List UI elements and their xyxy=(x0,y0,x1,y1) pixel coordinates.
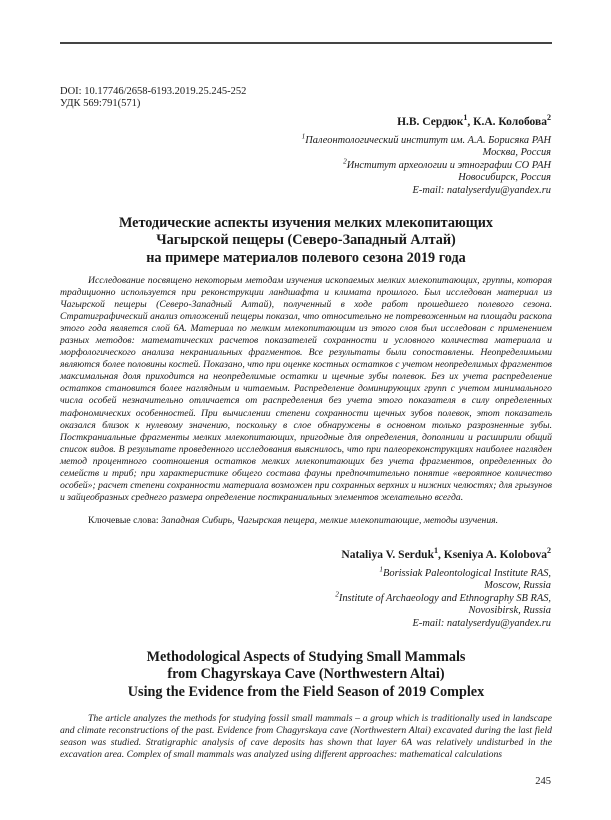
aff-2-en-line1: Institute of Archaeology and Ethnography SB RAS, xyxy=(338,592,551,604)
page-number: 245 xyxy=(535,776,551,787)
title-ru xyxy=(60,215,552,267)
keywords-ru xyxy=(88,515,552,527)
author-2-ru-sup: 2 xyxy=(546,113,551,123)
title-en-line1: Methodological Aspects of Studying Small Mammals xyxy=(146,649,466,665)
affiliations-en xyxy=(335,565,551,630)
title-ru-line1: Методические аспекты изучения мелких млекопитающих xyxy=(118,215,494,231)
email-en[interactable]: E-mail: natalyserdyu@yandex.ru xyxy=(412,617,551,629)
abstract-en: The article analyzes the methods for studying fossil small mammals – a group which is traditionally used in landscape and climate reconstructions of the past. Evidence from Chagyrskaya cave (Northwestern Altai) excavated during the last field season was studied. Stratigraphic analysis of cave deposits has shown that layer 6A was relatively undisturbed in the excavation area. Complex of small mammals was analyzed using different approaches: mathematical calculations xyxy=(60,713,552,761)
author-1-en: Nataliya V. Serduk xyxy=(341,549,434,561)
author-separator-en: , xyxy=(438,549,444,561)
title-en xyxy=(60,649,552,701)
author-1-en-sup: 1 xyxy=(433,546,439,556)
authors-ru xyxy=(397,113,551,128)
title-en-line3: Using the Evidence from the Field Season of 2019 Complex xyxy=(127,683,485,700)
affiliations-ru xyxy=(301,132,551,197)
aff-1-ru-line1: Палеонтологический институт им. А.А. Борисяка РАН xyxy=(305,135,551,146)
aff-2-ru-sup: 2 xyxy=(343,157,347,166)
doi[interactable]: DOI: 10.17746/2658-6193.2019.25.245-252 xyxy=(60,86,247,97)
aff-1-en-sup: 1 xyxy=(379,565,384,574)
author-2-en-sup: 2 xyxy=(546,546,551,556)
aff-1-en-line2: Moscow, Russia xyxy=(484,580,551,592)
udk: УДК 569:791(571) xyxy=(60,98,141,109)
aff-2-en-sup: 2 xyxy=(335,590,339,599)
aff-1-ru-sup: 1 xyxy=(301,132,306,141)
abstract-ru: Исследование посвящено некоторым методам изучения ископаемых мелких млекопитающих, группы, которая традиционно используется при реконструкции ландшафта и климата прошлого. Был исследован материал из Чагырской пещеры (Северо-Западный Алтай), полученный в ходе работ прошедшего полевого сезона. Стратиграфический анализ отложений пещеры показал, что относительно не потревоженным на площади раскопа этого года является слой 6А. Материал по мелким млекопитающим из этого слоя был исследован с применением разных методов: математических расчетов показателей сохранности и условного количества материала и морфологического анализа некраниальных фрагментов. Все результаты были сопоставлены. Неопределимыми являются более половины костей. Показано, что при оценке костных остатков с учетом неопределимых фрагментов максимальная доля приходится на неопределимые остатки и щечные зубы полевок. Без их учета распределение остатков становится более наглядным и читаемым. Распределение доминирующих групп с учетом минимального числа особей незначительно отличается от распределения без учета этого показателя в силу определенных тафономических особенностей. При вычислении степени сохранности щечных зубов полевок, этот показатель оказался близок к нулевому значению, поскольку в слое обнаружены в основном только разрозненные зубы. Посткраниальные фрагменты мелких млекопитающих, пригодные для определения, дополнили и расширили общий список видов. В результате проведенного исследования выяснилось, что при палеореконструкциях наиболее нагляден метод процентного соотношения остатков мелких млекопитающих без учета фрагментов, определенных до семейств и триб; при характеристике общего состава фауны предпочтительно понятие «вероятное количество особей»; расчет степени сохранности материала возможен при сохранных верхних и нижних челюстях; для грызунов и зайцеобразных среднего размера определение посткраниальных элементов желательно всегда. xyxy=(60,275,552,503)
title-en-line2: from Chagyrskaya Cave (Northwestern Altai) xyxy=(167,666,445,683)
author-separator-ru: , xyxy=(467,116,474,128)
author-2-ru: К.А. Колобова xyxy=(473,116,547,128)
aff-1-ru-line2: Москва, Россия xyxy=(482,147,551,159)
aff-1-en-line1: Borissiak Paleontological Institute RAS, xyxy=(383,568,551,579)
aff-2-en-line2: Novosibirsk, Russia xyxy=(468,605,551,617)
author-2-en: Kseniya A. Kolobova xyxy=(443,549,547,561)
keywords-value: Западная Сибирь, Чагырская пещера, мелкие млекопитающие, методы изучения. xyxy=(160,515,499,526)
aff-2-ru-line2: Новосибирск, Россия xyxy=(458,172,551,184)
title-ru-line3: на примере материалов полевого сезона 2019 года xyxy=(146,249,466,266)
email-ru[interactable]: E-mail: natalyserdyu@yandex.ru xyxy=(412,184,551,196)
authors-en xyxy=(341,546,551,561)
aff-2-ru-line1: Институт археологии и этнографии СО РАН xyxy=(346,159,551,171)
top-rule xyxy=(60,42,552,44)
article-meta xyxy=(60,86,246,110)
author-1-ru: Н.В. Сердюк xyxy=(397,116,464,128)
keywords-label: Ключевые слова: xyxy=(88,515,161,526)
title-ru-line2: Чагырской пещеры (Северо-Западный Алтай) xyxy=(156,232,456,249)
author-1-ru-sup: 1 xyxy=(463,113,468,123)
